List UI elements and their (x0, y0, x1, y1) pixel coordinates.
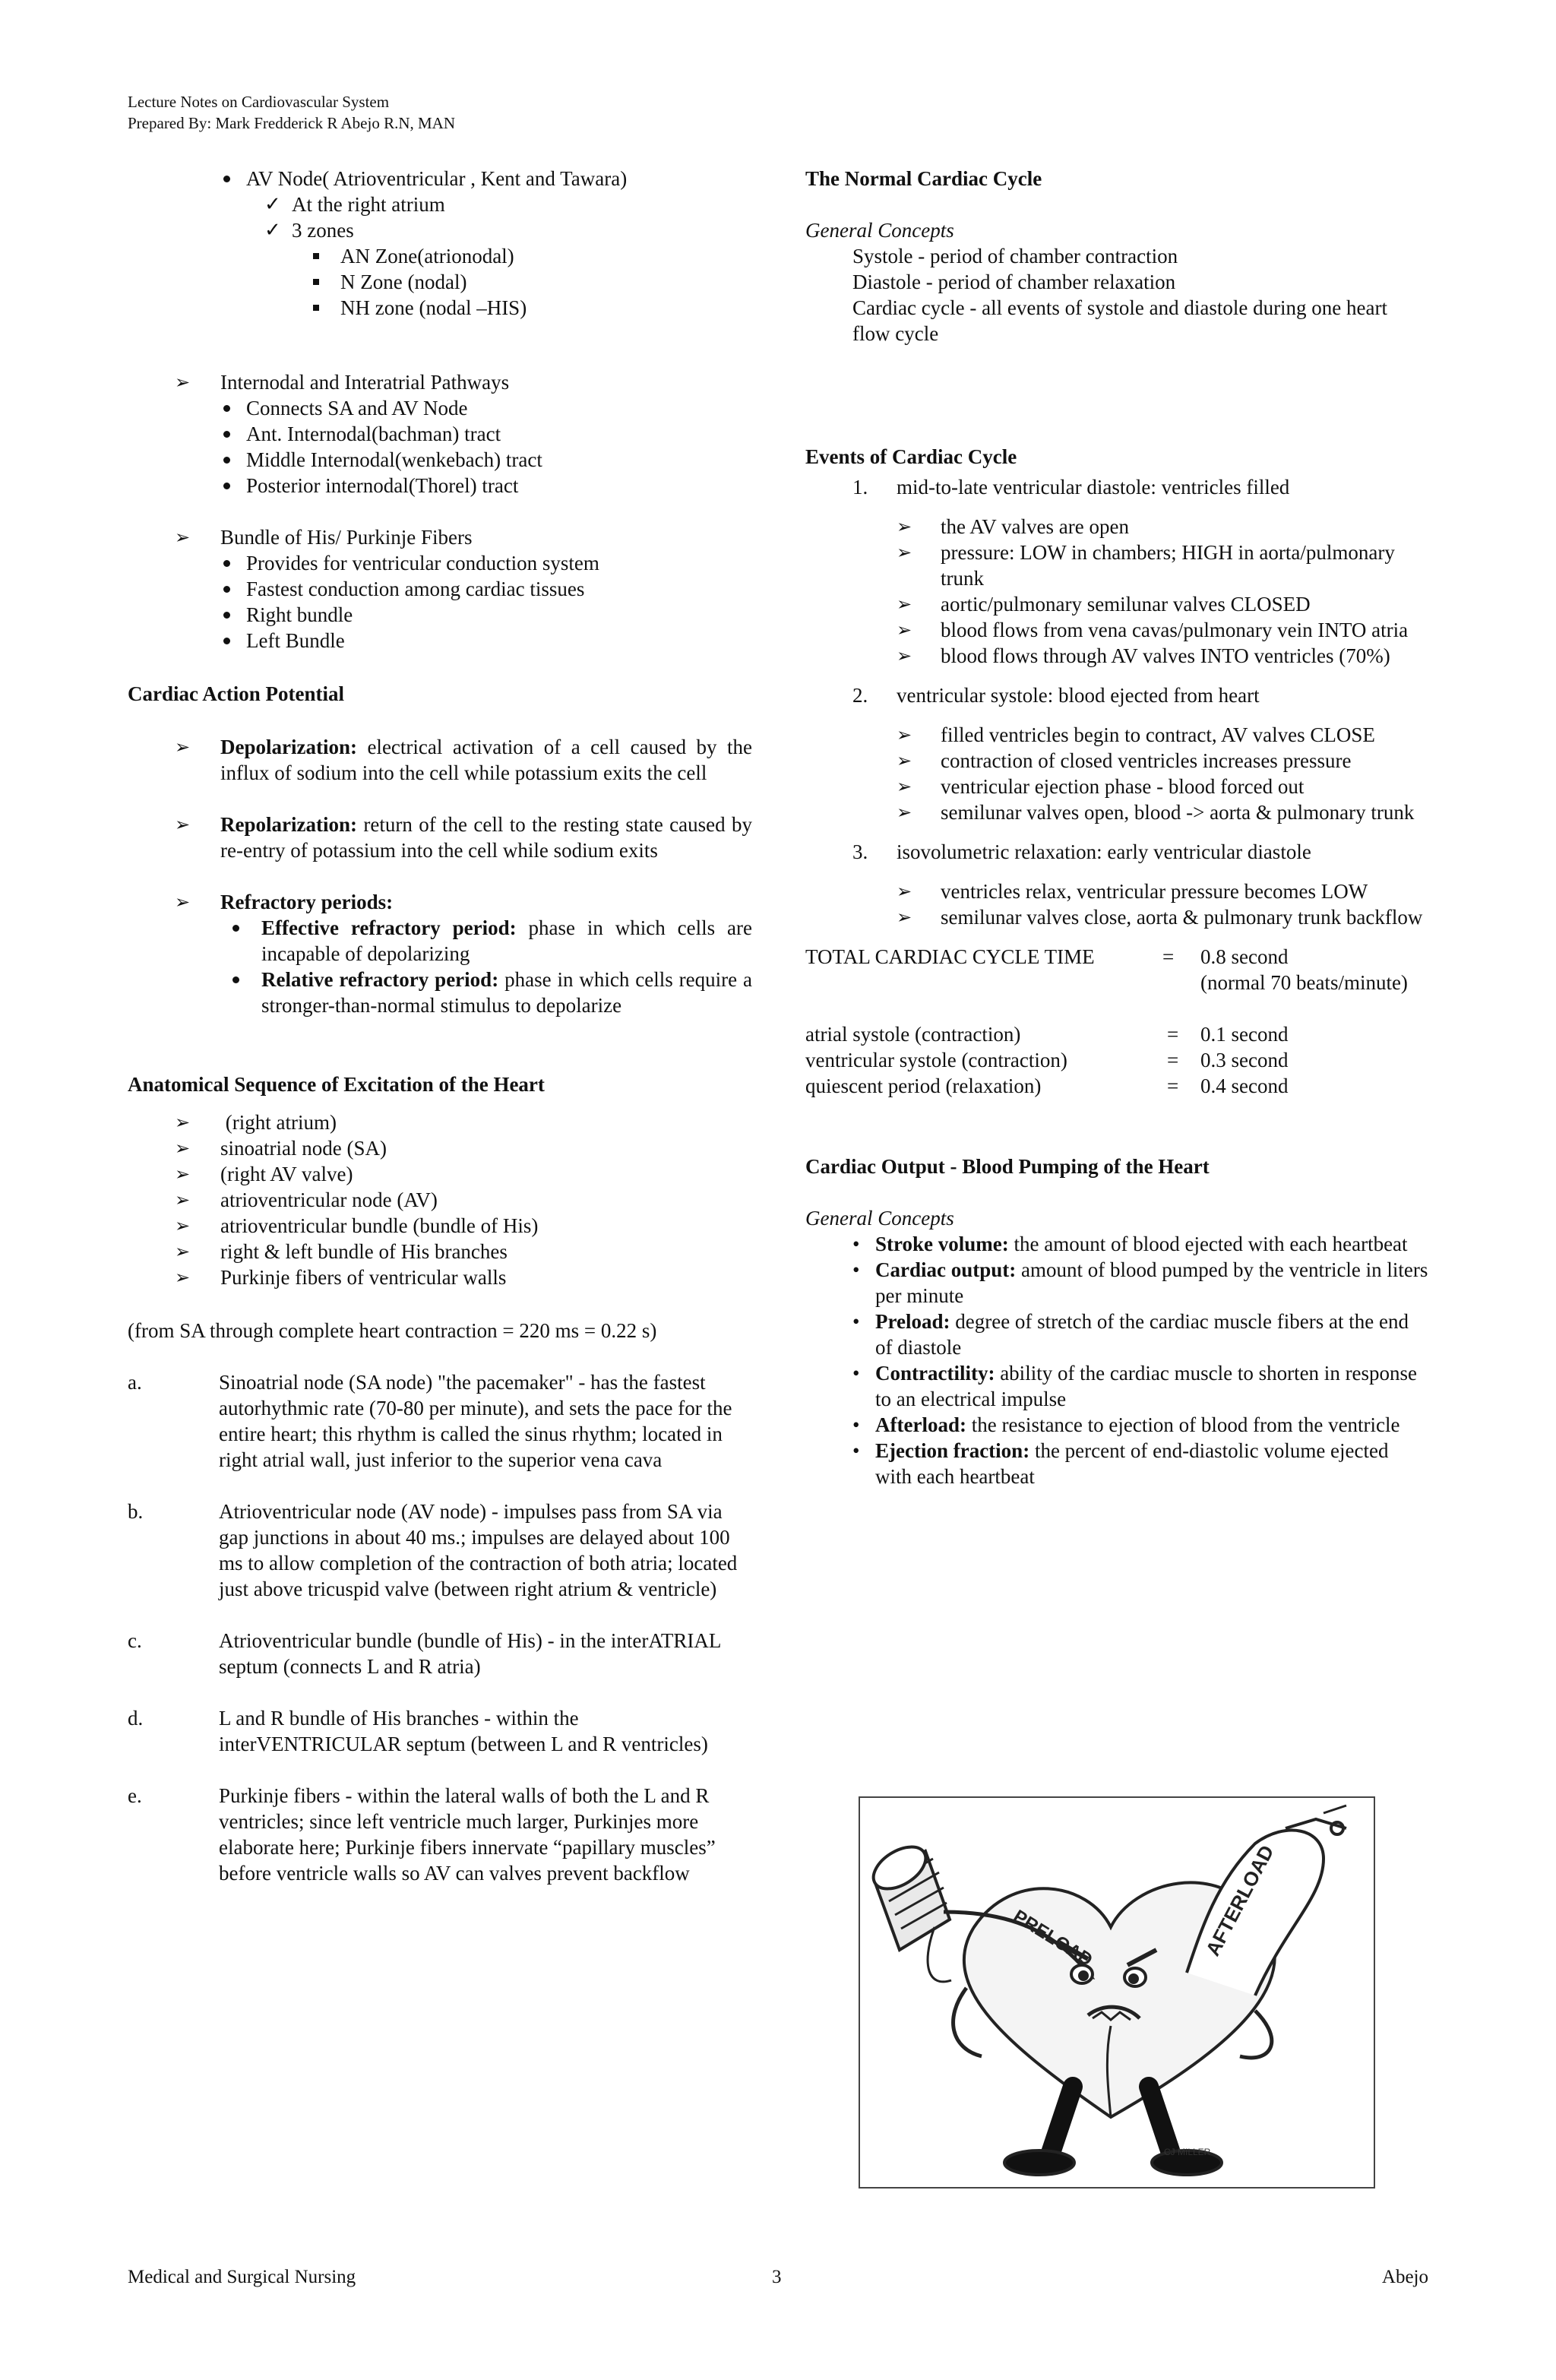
refractory-item (128, 889, 752, 915)
bullet-icon (219, 421, 237, 447)
bullet-icon: • (852, 1362, 860, 1385)
lettered-item (128, 1369, 752, 1473)
zone-item (128, 269, 752, 295)
phase-item (805, 878, 1428, 904)
definition: the amount of blood ejected with each heartbeat (1008, 1233, 1408, 1255)
item-text: Atrioventricular node (AV node) - impulses pass from SA via gap junctions in about 40 ms.; impulses are delayed about 100 ms to allow completion of the contraction of both atria; located just above tricuspid valve (between right atrium & ventricle) (219, 1500, 738, 1600)
definition: the resistance to ejection of blood from the ventricle (966, 1413, 1400, 1436)
concept-text (875, 1360, 1428, 1412)
bullet-icon (219, 166, 237, 191)
list-item (128, 395, 752, 421)
list-item (128, 576, 752, 602)
list-item-text: Right bundle (246, 603, 353, 626)
phase-item-text: ventricular ejection phase - blood forced out (941, 775, 1305, 798)
term: Contractility: (875, 1362, 995, 1385)
phase-item-text: semilunar valves open, blood -> aorta & pulmonary trunk (941, 801, 1415, 824)
footer-course: Medical and Surgical Nursing (128, 2267, 356, 2287)
concept-text (875, 1257, 1428, 1309)
section-heading-events: Events of Cardiac Cycle (805, 445, 1017, 468)
phase-number: 1. (852, 476, 868, 498)
checkmark-icon: ✓ (264, 219, 281, 242)
heart-illustration (860, 1798, 1374, 2187)
bullet-icon (219, 395, 237, 421)
concept-text (875, 1412, 1428, 1438)
section-heading-cardiac-cycle: The Normal Cardiac Cycle (805, 167, 1042, 190)
list-item-text: Fastest conduction among cardiac tissues (246, 578, 585, 600)
arrow-bullet-icon: ➢ (175, 1215, 191, 1236)
arrow-bullet-icon: ➢ (175, 527, 191, 548)
effective-refractory-item (128, 915, 752, 967)
arrow-bullet-icon: ➢ (897, 619, 912, 641)
arrow-bullet-icon: ➢ (897, 593, 912, 615)
depolarization-text (201, 734, 752, 786)
concept-text (875, 1438, 1428, 1489)
concept-item (805, 1360, 1428, 1412)
item-text: Atrioventricular bundle (bundle of His) - in the interATRIAL septum (connects L and R atria) (219, 1629, 721, 1678)
bullet-icon: • (852, 1233, 860, 1255)
phase-item (805, 774, 1428, 799)
duration-value: 0.3 second (1200, 1049, 1289, 1071)
phase-text: ventricular systole: blood ejected from heart (897, 684, 1260, 707)
check-text: 3 zones (292, 219, 354, 242)
list-item-text: Middle Internodal(wenkebach) tract (246, 448, 542, 471)
concept-item (805, 1257, 1428, 1309)
phase-number: 2. (852, 684, 868, 707)
arrow-bullet-icon: ➢ (897, 516, 912, 537)
phase-item (805, 591, 1428, 617)
bullet-icon: • (852, 1258, 860, 1281)
sequence-text: (right AV valve) (220, 1163, 353, 1185)
sequence-item (128, 1264, 752, 1290)
definition: ability of the cardiac muscle to shorten in response to an electrical impulse (875, 1362, 1418, 1410)
duration-value: 0.1 second (1200, 1023, 1289, 1046)
diastole-definition: Diastole - period of chamber relaxation (852, 271, 1176, 293)
definition: return of the cell to the resting state caused by re-entry of potassium into the cell while sodium exits (220, 813, 752, 862)
term: Repolarization: (220, 813, 357, 836)
sequence-text: sinoatrial node (SA) (220, 1137, 387, 1160)
list-item-text: Connects SA and AV Node (246, 397, 468, 419)
general-concepts-label: General Concepts (805, 1207, 954, 1230)
square-bullet-icon (308, 295, 325, 321)
section-heading-action-potential: Cardiac Action Potential (128, 682, 344, 705)
list-item-text: Posterior internodal(Thorel) tract (246, 474, 519, 497)
internodal-title: Internodal and Interatrial Pathways (220, 371, 510, 394)
term: Stroke volume: (875, 1233, 1009, 1255)
term: Preload: (875, 1310, 950, 1333)
duration-value: 0.4 second (1200, 1074, 1289, 1097)
sequence-text: atrioventricular bundle (bundle of His) (220, 1214, 539, 1237)
footer-author: Abejo (1381, 2267, 1428, 2287)
phase-item (805, 617, 1428, 643)
phase-item (805, 799, 1428, 825)
phase-item-text: pressure: LOW in chambers; HIGH in aorta/pulmonary trunk (941, 541, 1395, 590)
phase-item (805, 540, 1428, 591)
header-author: Prepared By: Mark Fredderick R Abejo R.N, MAN (128, 114, 456, 132)
item-letter: c. (128, 1629, 142, 1652)
term: Depolarization: (220, 736, 357, 758)
effective-refractory-text (246, 915, 752, 967)
zone-text: N Zone (nodal) (340, 271, 467, 293)
internodal-item (128, 369, 752, 395)
sequence-item (128, 1239, 752, 1264)
phase-title (805, 474, 1428, 500)
definition: phase in which cells require a stronger-than-normal stimulus to depolarize (261, 968, 752, 1017)
repolarization-text (201, 812, 752, 863)
bullet-icon (219, 628, 237, 654)
list-item (128, 447, 752, 473)
relative-refractory-item (128, 967, 752, 1018)
zone-text: NH zone (nodal –HIS) (340, 296, 527, 319)
sequence-timing: (from SA through complete heart contraction = 220 ms = 0.22 s) (128, 1319, 657, 1342)
left-column (128, 166, 752, 1886)
duration-label: atrial systole (contraction) (805, 1023, 1021, 1046)
refractory-title: Refractory periods: (220, 891, 394, 913)
arrow-bullet-icon: ➢ (897, 802, 912, 823)
arrow-bullet-icon: ➢ (897, 776, 912, 797)
concept-item (805, 1309, 1428, 1360)
concept-item (805, 1438, 1428, 1489)
term: Effective refractory period: (261, 916, 517, 939)
phase-item-text: blood flows through AV valves INTO ventricles (70%) (941, 644, 1390, 667)
zone-text: AN Zone(atrionodal) (340, 245, 514, 267)
lettered-item (128, 1628, 752, 1679)
sequence-text: Purkinje fibers of ventricular walls (220, 1266, 507, 1289)
phase-item (805, 722, 1428, 748)
definition: amount of blood pumped by the ventricle in liters per minute (875, 1258, 1428, 1307)
afterload-label: AFTERLOAD (1200, 1841, 1279, 1960)
bullet-icon: • (852, 1310, 860, 1333)
arrow-bullet-icon: ➢ (175, 372, 191, 393)
concept-item (805, 1231, 1428, 1257)
phase-text: mid-to-late ventricular diastole: ventricles filled (897, 476, 1290, 498)
sequence-text: (right atrium) (220, 1111, 337, 1134)
systole-definition: Systole - period of chamber contraction (852, 245, 1178, 267)
sequence-text: right & left bundle of His branches (220, 1240, 508, 1263)
item-text: Purkinje fibers - within the lateral walls of both the L and R ventricles; since left ventricle much larger, Purkinjes more elaborate here; Purkinje fibers innervate “papillary muscles” before ventricle walls so AV can valves prevent backflow (219, 1784, 716, 1885)
preload-label: PRELOAD (1009, 1906, 1096, 1971)
section-heading-cardiac-output: Cardiac Output - Blood Pumping of the Heart (805, 1155, 1210, 1178)
list-item-text: Left Bundle (246, 629, 345, 652)
bundle-title: Bundle of His/ Purkinje Fibers (220, 526, 473, 549)
item-letter: a. (128, 1371, 142, 1394)
total-cycle-label: TOTAL CARDIAC CYCLE TIME (805, 945, 1095, 968)
relative-refractory-text (246, 967, 752, 1018)
check-text: At the right atrium (292, 193, 445, 216)
arrow-bullet-icon: ➢ (175, 736, 191, 758)
arrow-bullet-icon: ➢ (897, 750, 912, 771)
list-item-text: Provides for ventricular conduction system (246, 552, 599, 574)
bullet-icon (219, 550, 237, 576)
list-item (128, 421, 752, 447)
phase-item-text: ventricles relax, ventricular pressure becomes LOW (941, 880, 1368, 903)
term: Relative refractory period: (261, 968, 499, 991)
phase-text: isovolumetric relaxation: early ventricular diastole (897, 840, 1311, 863)
phase-item-text: aortic/pulmonary semilunar valves CLOSED (941, 593, 1311, 616)
list-item (128, 473, 752, 498)
footer-page-number: 3 (772, 2267, 782, 2287)
arrow-bullet-icon: ➢ (175, 1267, 191, 1288)
cycle-definitions (805, 243, 1428, 347)
phase-item (805, 904, 1428, 930)
phase-item-text: the AV valves are open (941, 515, 1129, 538)
square-bullet-icon (308, 243, 325, 269)
definition: phase in which cells are incapable of depolarizing (261, 916, 753, 965)
bullet-icon (219, 602, 237, 628)
bundle-item (128, 524, 752, 550)
av-node-title: AV Node( Atrioventricular , Kent and Tawara) (246, 167, 628, 190)
arrow-bullet-icon: ➢ (897, 881, 912, 902)
heart-cartoon-figure (859, 1796, 1375, 2189)
equals-sign: = (1167, 1023, 1179, 1046)
phase-title (805, 839, 1428, 865)
depolarization-item (128, 734, 752, 786)
phase-item-text: filled ventricles begin to contract, AV valves CLOSE (941, 723, 1375, 746)
arrow-bullet-icon: ➢ (897, 724, 912, 745)
arrow-bullet-icon: ➢ (175, 1138, 191, 1159)
bullet-icon (219, 576, 237, 602)
arrow-bullet-icon: ➢ (175, 1189, 191, 1211)
lettered-item (128, 1783, 752, 1886)
term: Cardiac output: (875, 1258, 1017, 1281)
bullet-icon (228, 915, 246, 941)
definition: degree of stretch of the cardiac muscle fibers at the end of diastole (875, 1310, 1409, 1359)
phase-item-text: contraction of closed ventricles increases pressure (941, 749, 1352, 772)
phase-item-text: semilunar valves close, aorta & pulmonary trunk backflow (941, 906, 1423, 929)
check-item (128, 217, 752, 243)
header-title: Lecture Notes on Cardiovascular System (128, 93, 390, 111)
zone-item (128, 243, 752, 269)
check-item (128, 191, 752, 217)
phase-item (805, 643, 1428, 669)
equals-sign: = (1162, 945, 1175, 968)
artist-signature: CJ MILLER (1164, 2147, 1211, 2157)
lettered-item (128, 1499, 752, 1602)
zone-item (128, 295, 752, 321)
av-node-item (128, 166, 752, 191)
arrow-bullet-icon: ➢ (175, 1241, 191, 1262)
right-column (805, 166, 1428, 1489)
lettered-item (128, 1705, 752, 1757)
bullet-icon (219, 473, 237, 498)
concept-item (805, 1412, 1428, 1438)
list-item (128, 550, 752, 576)
total-cycle-note: (normal 70 beats/minute) (1200, 971, 1408, 994)
cycle-definition: Cardiac cycle - all events of systole and diastole during one heart flow cycle (852, 296, 1388, 345)
cardiac-cycle-timing (805, 944, 1428, 995)
arrow-bullet-icon: ➢ (175, 814, 191, 835)
phase-item (805, 514, 1428, 540)
term: Afterload: (875, 1413, 966, 1436)
arrow-bullet-icon: ➢ (897, 542, 912, 563)
phase-durations (805, 1021, 1428, 1099)
list-item (128, 602, 752, 628)
item-text: L and R bundle of His branches - within the interVENTRICULAR septum (between L and R ventricles) (219, 1707, 708, 1755)
duration-label: ventricular systole (contraction) (805, 1049, 1067, 1071)
duration-label: quiescent period (relaxation) (805, 1074, 1042, 1097)
term: Ejection fraction: (875, 1439, 1030, 1462)
arrow-bullet-icon: ➢ (175, 891, 191, 913)
sequence-item (128, 1187, 752, 1213)
arrow-bullet-icon: ➢ (175, 1163, 191, 1185)
sequence-item (128, 1109, 752, 1135)
checkmark-icon: ✓ (264, 193, 281, 216)
definition: the percent of end-diastolic volume ejected with each heartbeat (875, 1439, 1389, 1488)
arrow-bullet-icon: ➢ (897, 645, 912, 666)
square-bullet-icon (308, 269, 325, 295)
equals-sign: = (1167, 1074, 1179, 1097)
definition: electrical activation of a cell caused by the influx of sodium into the cell while potassium exits the cell (220, 736, 752, 784)
arrow-bullet-icon: ➢ (175, 1112, 191, 1133)
item-letter: e. (128, 1784, 142, 1807)
list-item-text: Ant. Internodal(bachman) tract (246, 423, 501, 445)
equals-sign: = (1167, 1049, 1179, 1071)
phase-title (805, 682, 1428, 708)
sequence-item (128, 1213, 752, 1239)
sequence-item (128, 1161, 752, 1187)
bullet-icon (219, 447, 237, 473)
concept-text (875, 1309, 1428, 1360)
item-text: Sinoatrial node (SA node) "the pacemaker" - has the fastest autorhythmic rate (70-80 per minute), and sets the pace for the entire heart; this rhythm is called the sinus rhythm; located in right atrial wall, just inferior to the superior vena cava (219, 1371, 732, 1471)
section-heading-excitation-sequence: Anatomical Sequence of Excitation of the Heart (128, 1073, 545, 1096)
bullet-icon (228, 967, 246, 992)
bullet-icon: • (852, 1439, 860, 1462)
phase-item-text: blood flows from vena cavas/pulmonary vein INTO atria (941, 619, 1409, 641)
phase-item (805, 748, 1428, 774)
concept-text (875, 1231, 1428, 1257)
total-cycle-value: 0.8 second (1200, 945, 1289, 968)
sequence-text: atrioventricular node (AV) (220, 1188, 438, 1211)
item-letter: d. (128, 1707, 144, 1730)
general-concepts-label: General Concepts (805, 219, 954, 242)
list-item (128, 628, 752, 654)
item-letter: b. (128, 1500, 144, 1523)
sequence-item (128, 1135, 752, 1161)
bullet-icon: • (852, 1413, 860, 1436)
repolarization-item (128, 812, 752, 863)
page-header (128, 91, 455, 134)
arrow-bullet-icon: ➢ (897, 907, 912, 928)
phase-number: 3. (852, 840, 868, 863)
